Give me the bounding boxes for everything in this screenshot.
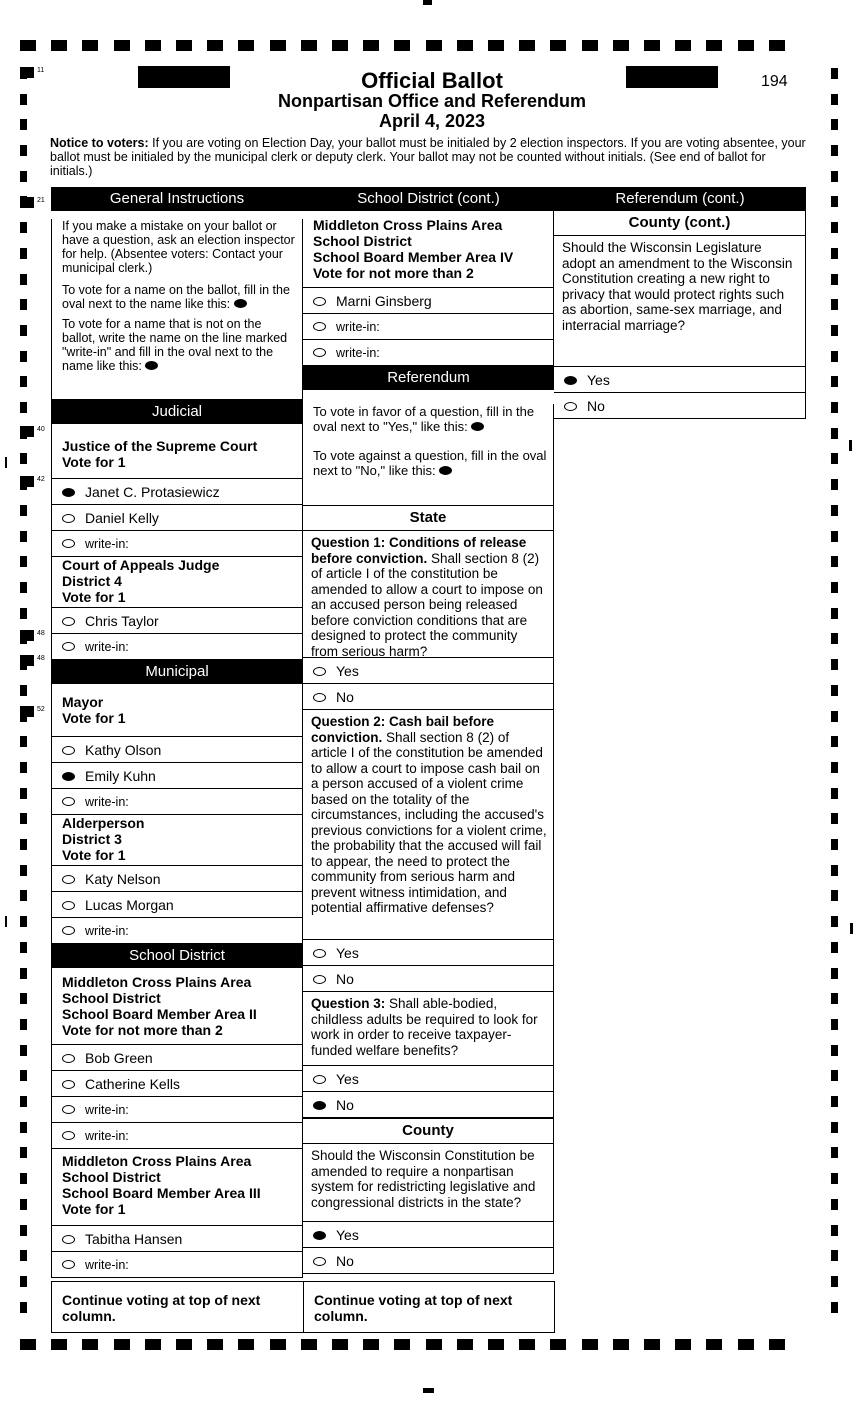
- timing-mark: [831, 993, 838, 1004]
- timing-mark: [5, 916, 7, 927]
- timing-mark: [831, 505, 838, 516]
- referendum-instructions: [303, 404, 554, 506]
- timing-mark: [831, 1276, 838, 1287]
- timing-mark: [738, 1339, 754, 1350]
- timing-mark: [831, 299, 838, 310]
- instruction-1: If you make a mistake on your ballot or have a question, ask an election inspector for help. (Absentee voters: Contact your municipal clerk.): [62, 219, 295, 275]
- race-title: Mayor Vote for 1: [62, 694, 126, 726]
- timing-mark: [145, 40, 161, 51]
- candidate-option[interactable]: Tabitha Hansen: [52, 1225, 302, 1251]
- timing-mark: [488, 1339, 504, 1350]
- ref-instruction-yes: To vote in favor of a question, fill in the oval next to "Yes," like this:: [313, 404, 535, 434]
- race-title: Alderperson District 3 Vote for 1: [62, 815, 145, 863]
- timing-mark: [238, 40, 254, 51]
- timing-mark: [20, 942, 27, 953]
- timing-mark: [145, 1339, 161, 1350]
- timing-mark: [82, 1339, 98, 1350]
- timing-mark: [20, 890, 27, 901]
- timing-mark: [850, 923, 853, 934]
- ballot-subtitle: Nonpartisan Office and Referendum: [277, 91, 587, 111]
- timing-mark: [394, 40, 410, 51]
- timing-mark: [301, 1339, 317, 1350]
- timing-mark: [20, 813, 27, 824]
- oval-icon[interactable]: [62, 797, 75, 806]
- timing-mark: [831, 1147, 838, 1158]
- write-in-option[interactable]: write-in:: [52, 530, 302, 556]
- timing-mark: [114, 40, 130, 51]
- general-instructions: [51, 219, 303, 400]
- timing-mark: [20, 274, 27, 285]
- timing-mark: [20, 706, 34, 717]
- candidate-option[interactable]: Daniel Kelly: [52, 504, 302, 530]
- filled-oval-icon: [471, 422, 484, 431]
- timing-mark: [238, 1339, 254, 1350]
- timing-mark: [20, 1276, 27, 1287]
- race-school-board-area-4: [303, 211, 554, 366]
- race-alderperson: [51, 815, 303, 944]
- candidate-option[interactable]: Marni Ginsberg: [303, 287, 553, 313]
- timing-mark: [426, 1339, 442, 1350]
- timing-mark: [831, 248, 838, 259]
- timing-label: 48: [37, 630, 45, 637]
- timing-mark: [831, 916, 838, 927]
- timing-mark: [20, 916, 27, 927]
- section-header-judicial: Judicial: [51, 400, 303, 424]
- timing-mark: [20, 655, 34, 666]
- oval-icon[interactable]: [62, 926, 75, 935]
- timing-mark: [831, 813, 838, 824]
- timing-mark: [831, 402, 838, 413]
- oval-icon[interactable]: [62, 1235, 75, 1244]
- timing-mark: [20, 1070, 27, 1081]
- oval-icon[interactable]: [313, 1257, 326, 1266]
- oval-icon[interactable]: [313, 667, 326, 676]
- timing-mark: [706, 40, 722, 51]
- timing-mark: [831, 711, 838, 722]
- timing-mark: [831, 839, 838, 850]
- oval-icon[interactable]: [62, 539, 75, 548]
- write-in-option[interactable]: write-in:: [52, 633, 302, 659]
- timing-mark: [363, 40, 379, 51]
- section-header-referendum-cont: Referendum (cont.): [554, 187, 806, 211]
- section-header-municipal: Municipal: [51, 660, 303, 684]
- oval-icon[interactable]: [62, 1131, 75, 1140]
- timing-mark: [831, 171, 838, 182]
- timing-mark: [613, 1339, 629, 1350]
- race-title: Court of Appeals Judge District 4 Vote for 1: [62, 557, 220, 605]
- oval-icon[interactable]: [313, 693, 326, 702]
- timing-mark: [831, 479, 838, 490]
- filled-oval-icon[interactable]: [564, 376, 577, 385]
- candidate-option[interactable]: Catherine Kells: [52, 1070, 302, 1096]
- timing-mark: [457, 40, 473, 51]
- timing-label: 21: [37, 197, 45, 204]
- timing-mark: [831, 531, 838, 542]
- candidate-option[interactable]: Janet C. Protasiewicz: [52, 478, 302, 504]
- timing-mark: [423, 0, 432, 5]
- timing-mark: [831, 1302, 838, 1313]
- timing-mark: [831, 608, 838, 619]
- oval-icon[interactable]: [313, 322, 326, 331]
- question-2: Question 2: Cash bail before conviction. Shall section 8 (2) of article I of the constitution be amended to allow a court to impose cash bail on a person accused of a violent crime based on the totality of the circumstances, including the accused's previous convictions for a violent crime, the probability that the accused will fail to appear, the need to protect the community from serious harm and prevent witness intimidation, and potential affirmative defenses?: [303, 709, 553, 939]
- filled-oval-icon[interactable]: [62, 488, 75, 497]
- timing-mark: [675, 40, 691, 51]
- timing-mark: [831, 145, 838, 156]
- timing-mark: [20, 788, 27, 799]
- timing-mark: [769, 1339, 785, 1350]
- timing-mark: [831, 1250, 838, 1261]
- timing-mark: [332, 1339, 348, 1350]
- timing-mark: [301, 40, 317, 51]
- race-title: Middleton Cross Plains Area School District School Board Member Area IV Vote for not more than 2: [313, 217, 514, 281]
- answer-yes[interactable]: Yes: [303, 1221, 553, 1247]
- oval-icon[interactable]: [62, 875, 75, 884]
- timing-mark: [207, 1339, 223, 1350]
- section-header-general-instructions: General Instructions: [51, 187, 303, 211]
- oval-icon[interactable]: [62, 514, 75, 523]
- timing-mark: [831, 942, 838, 953]
- timing-mark: [51, 40, 67, 51]
- candidate-option[interactable]: Lucas Morgan: [52, 891, 302, 917]
- filled-oval-icon[interactable]: [62, 772, 75, 781]
- section-header-county: County: [303, 1118, 553, 1143]
- notice-label: Notice to voters:: [50, 136, 149, 150]
- timing-label: 11: [37, 67, 45, 74]
- answer-yes[interactable]: Yes: [554, 366, 805, 392]
- county-question-2: Should the Wisconsin Legislature adopt an amendment to the Wisconsin Constitution creating a new right to privacy that would protect rights such as abortion, same-sex marriage, and interracial marriage?: [554, 235, 805, 366]
- write-in-option[interactable]: write-in:: [52, 1251, 302, 1277]
- race-title: Middleton Cross Plains Area School District School Board Member Area III Vote for 1: [62, 1153, 261, 1217]
- timing-mark: [831, 1045, 838, 1056]
- timing-mark: [20, 582, 27, 593]
- write-in-option[interactable]: write-in:: [52, 1122, 302, 1148]
- oval-icon[interactable]: [62, 1054, 75, 1063]
- timing-mark: [20, 968, 27, 979]
- timing-mark: [831, 659, 838, 670]
- timing-mark: [82, 40, 98, 51]
- timing-mark: [51, 1339, 67, 1350]
- ref-instruction-no: To vote against a question, fill in the oval next to "No," like this:: [313, 448, 547, 478]
- timing-mark: [20, 171, 27, 182]
- timing-mark: [176, 1339, 192, 1350]
- section-header-school-district-cont: School District (cont.): [303, 187, 554, 211]
- write-in-option[interactable]: write-in:: [52, 917, 302, 943]
- timing-mark: [20, 608, 27, 619]
- timing-mark: [831, 1225, 838, 1236]
- timing-mark: [20, 222, 27, 233]
- oval-icon[interactable]: [313, 348, 326, 357]
- timing-label: 48: [37, 655, 45, 662]
- timing-mark: [831, 556, 838, 567]
- oval-icon[interactable]: [62, 1105, 75, 1114]
- write-in-option[interactable]: write-in:: [52, 1096, 302, 1122]
- filled-oval-icon: [234, 299, 247, 308]
- write-in-option[interactable]: write-in:: [303, 313, 553, 339]
- timing-mark: [831, 1070, 838, 1081]
- county-question-1: Should the Wisconsin Constitution be amended to require a nonpartisan system for redistricting legislative and congressional districts in the state?: [303, 1143, 553, 1221]
- timing-mark: [831, 762, 838, 773]
- timing-mark: [831, 582, 838, 593]
- timing-mark: [519, 40, 535, 51]
- answer-yes[interactable]: Yes: [303, 939, 553, 965]
- timing-mark: [644, 1339, 660, 1350]
- race-title: Justice of the Supreme Court Vote for 1: [62, 438, 258, 470]
- answer-yes[interactable]: Yes: [303, 657, 553, 683]
- oval-icon[interactable]: [62, 642, 75, 651]
- timing-mark: [20, 685, 27, 696]
- timing-mark: [20, 197, 34, 208]
- timing-mark: [176, 40, 192, 51]
- timing-mark: [20, 1225, 27, 1236]
- filled-oval-icon: [145, 361, 158, 370]
- write-in-option[interactable]: write-in:: [52, 788, 302, 814]
- question-3: Question 3: Shall able-bodied, childless adults be required to look for work in order to receive taxpayer-funded welfare benefits?: [303, 991, 553, 1065]
- timing-mark: [20, 1199, 27, 1210]
- timing-mark: [831, 736, 838, 747]
- timing-mark: [457, 1339, 473, 1350]
- race-school-board-area-3: [51, 1149, 303, 1278]
- filled-oval-icon[interactable]: [313, 1101, 326, 1110]
- answer-no[interactable]: No: [554, 392, 805, 418]
- timing-mark: [831, 1096, 838, 1107]
- timing-mark: [20, 325, 27, 336]
- column-1: [51, 187, 303, 1278]
- timing-mark: [423, 1388, 434, 1393]
- timing-mark: [831, 274, 838, 285]
- timing-mark: [363, 1339, 379, 1350]
- section-header-county-cont: County (cont.): [628, 214, 731, 231]
- section-header-referendum: Referendum: [303, 366, 554, 390]
- timing-mark: [20, 1250, 27, 1261]
- timing-mark: [738, 40, 754, 51]
- timing-mark: [20, 993, 27, 1004]
- timing-mark: [831, 351, 838, 362]
- continue-note-col2: Continue voting at top of next column.: [303, 1281, 555, 1333]
- timing-mark: [20, 1096, 27, 1107]
- timing-mark: [831, 1019, 838, 1030]
- timing-mark: [831, 376, 838, 387]
- answer-no[interactable]: No: [303, 965, 553, 991]
- timing-mark: [831, 788, 838, 799]
- oval-icon[interactable]: [62, 617, 75, 626]
- timing-mark: [644, 40, 660, 51]
- timing-mark: [20, 1302, 27, 1313]
- race-title: Middleton Cross Plains Area School District School Board Member Area II Vote for not more than 2: [62, 974, 257, 1038]
- timing-mark: [426, 40, 442, 51]
- oval-icon[interactable]: [313, 1075, 326, 1084]
- ballot-date: April 4, 2023: [378, 111, 486, 131]
- filled-oval-icon[interactable]: [313, 1231, 326, 1240]
- timing-mark: [831, 196, 838, 207]
- race-supreme-court: [51, 424, 303, 557]
- race-school-board-area-2: [51, 968, 303, 1149]
- timing-mark: [20, 299, 27, 310]
- timing-mark: [550, 40, 566, 51]
- timing-mark: [831, 890, 838, 901]
- timing-mark: [675, 1339, 691, 1350]
- column-2: [303, 187, 554, 1274]
- notice-to-voters: [50, 136, 810, 178]
- timing-mark: [831, 1173, 838, 1184]
- timing-mark: [270, 1339, 286, 1350]
- timing-label: 42: [37, 476, 45, 483]
- timing-mark: [20, 376, 27, 387]
- county-questions: [303, 1118, 554, 1274]
- timing-mark: [114, 1339, 130, 1350]
- timing-mark: [20, 1147, 27, 1158]
- timing-mark: [20, 476, 34, 487]
- oval-icon[interactable]: [313, 975, 326, 984]
- timing-mark: [831, 1122, 838, 1133]
- timing-mark: [20, 1173, 27, 1184]
- timing-mark: [582, 40, 598, 51]
- instruction-3: To vote for a name that is not on the ballot, write the name on the line marked "write-in" and fill in the oval next to the name like this:: [62, 317, 288, 373]
- oval-icon[interactable]: [564, 402, 577, 411]
- timing-mark: [270, 40, 286, 51]
- oval-icon[interactable]: [62, 1080, 75, 1089]
- oval-icon[interactable]: [62, 1260, 75, 1269]
- answer-no[interactable]: No: [303, 1247, 553, 1273]
- ballot-title: Official Ballot: [361, 68, 503, 93]
- timing-mark: [488, 40, 504, 51]
- column-3: [554, 187, 806, 419]
- timing-mark: [831, 428, 838, 439]
- question-1: Question 1: Conditions of release before conviction. Shall section 8 (2) of article I of the constitution be amended to allow a court to impose on an accused person being released before conviction conditions that are designed to protect the community from serious harm?: [303, 530, 553, 657]
- answer-no[interactable]: No: [303, 1091, 553, 1117]
- timing-mark: [831, 968, 838, 979]
- race-court-of-appeals: [51, 557, 303, 660]
- notice-text: If you are voting on Election Day, your ballot must be initialed by 2 election inspectors. If you are voting absentee, your ballot must be initialed by the municipal clerk or deputy clerk. Your ballot may not be counted without initials. (See end of ballot for initials.): [50, 136, 806, 178]
- answer-no[interactable]: No: [303, 683, 553, 709]
- timing-mark: [20, 145, 27, 156]
- timing-mark: [20, 1122, 27, 1133]
- timing-mark: [20, 762, 27, 773]
- timing-mark: [20, 351, 27, 362]
- timing-mark: [582, 1339, 598, 1350]
- timing-mark: [706, 1339, 722, 1350]
- timing-mark: [831, 633, 838, 644]
- timing-mark: [20, 839, 27, 850]
- candidate-option[interactable]: Emily Kuhn: [52, 762, 302, 788]
- oval-icon[interactable]: [62, 746, 75, 755]
- timing-mark: [20, 556, 27, 567]
- instruction-2: To vote for a name on the ballot, fill in the oval next to the name like this:: [62, 283, 290, 311]
- timing-mark: [831, 685, 838, 696]
- oval-icon[interactable]: [313, 949, 326, 958]
- timing-mark: [20, 531, 27, 542]
- timing-label: 40: [37, 426, 45, 433]
- race-mayor: [51, 684, 303, 815]
- timing-mark: [20, 248, 27, 259]
- timing-mark: [20, 505, 27, 516]
- timing-mark: [769, 40, 785, 51]
- timing-mark: [831, 325, 838, 336]
- timing-mark: [831, 222, 838, 233]
- timing-mark: [20, 40, 36, 51]
- candidate-option[interactable]: Chris Taylor: [52, 607, 302, 633]
- timing-mark: [20, 402, 27, 413]
- timing-mark: [332, 40, 348, 51]
- candidate-option[interactable]: Kathy Olson: [52, 736, 302, 762]
- timing-mark: [20, 1339, 36, 1350]
- timing-mark: [519, 1339, 535, 1350]
- timing-mark: [394, 1339, 410, 1350]
- timing-mark: [831, 865, 838, 876]
- answer-yes[interactable]: Yes: [303, 1065, 553, 1091]
- timing-mark: [831, 1199, 838, 1210]
- timing-mark: [831, 453, 838, 464]
- timing-mark: [20, 453, 27, 464]
- timing-label: 52: [37, 706, 45, 713]
- timing-mark: [20, 630, 34, 641]
- section-header-school-district: School District: [51, 944, 303, 968]
- oval-icon[interactable]: [62, 901, 75, 910]
- timing-mark: [20, 426, 34, 437]
- oval-icon[interactable]: [313, 297, 326, 306]
- candidate-option[interactable]: Katy Nelson: [52, 865, 302, 891]
- filled-oval-icon: [439, 466, 452, 475]
- timing-mark: [20, 736, 27, 747]
- write-in-option[interactable]: write-in:: [303, 339, 553, 365]
- timing-mark: [207, 40, 223, 51]
- candidate-option[interactable]: Bob Green: [52, 1044, 302, 1070]
- timing-mark: [849, 440, 852, 451]
- timing-mark: [5, 457, 7, 468]
- ballot-number: 194: [761, 73, 788, 90]
- timing-mark: [20, 1019, 27, 1030]
- county-cont-questions: [554, 211, 806, 419]
- timing-mark: [613, 40, 629, 51]
- continue-note-col1: Continue voting at top of next column.: [51, 1281, 304, 1333]
- section-header-state: State: [409, 509, 447, 526]
- timing-mark: [20, 1045, 27, 1056]
- timing-mark: [20, 865, 27, 876]
- timing-mark: [550, 1339, 566, 1350]
- state-questions: [303, 506, 554, 1118]
